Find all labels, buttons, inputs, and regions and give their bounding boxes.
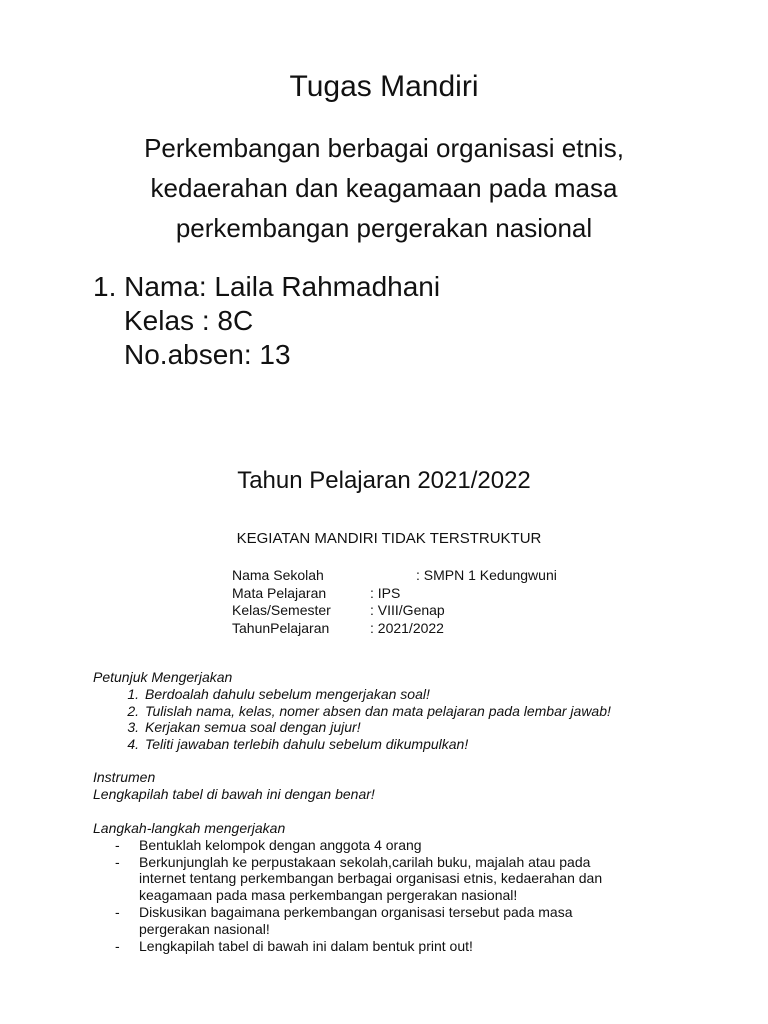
info-value-mapel: : IPS <box>370 584 401 601</box>
student-name: 1. Nama: Laila Rahmadhani <box>93 271 441 302</box>
document-title: Tugas Mandiri <box>289 70 479 103</box>
step-dash: - <box>115 853 120 870</box>
step-dash: - <box>115 836 120 853</box>
instructions-section <box>93 669 611 753</box>
step-dash: - <box>115 903 120 920</box>
student-absen: No.absen: 13 <box>124 339 291 370</box>
step-text: pergerakan nasional! <box>139 920 270 937</box>
info-label-kelas: Kelas/Semester <box>232 602 331 618</box>
step-text: keagamaan pada masa perkembangan pergerakan nasional! <box>139 887 518 904</box>
step-item <box>93 938 602 955</box>
info-value-kelas: : VIII/Genap <box>370 602 445 618</box>
instructions-heading: Petunjuk Mengerjakan <box>93 669 233 685</box>
instruction-item <box>93 719 611 736</box>
student-class: Kelas : 8C <box>124 305 254 336</box>
info-label-sekolah: Nama Sekolah <box>232 567 324 583</box>
student-identity <box>93 270 440 372</box>
subtitle-line: kedaerahan dan keagamaan pada masa <box>150 173 618 203</box>
instrument-text: Lengkapilah tabel di bawah ini dengan benar! <box>93 785 375 802</box>
info-label-tahun: TahunPelajaran <box>232 619 330 636</box>
step-text: Lengkapilah tabel di bawah ini dalam bentuk print out! <box>139 937 473 954</box>
instruction-text: Teliti jawaban terlebih dahulu sebelum dikumpulkan! <box>145 736 469 753</box>
subtitle-line: perkembangan pergerakan nasional <box>175 213 593 243</box>
instruction-item <box>93 686 611 703</box>
info-value-sekolah: : SMPN 1 Kedungwuni <box>416 567 557 583</box>
instruction-number: 3. <box>127 719 139 736</box>
instruction-number: 2. <box>127 702 139 719</box>
activity-heading: KEGIATAN MANDIRI TIDAK TERSTRUKTUR <box>236 530 542 547</box>
document-subtitle <box>0 128 768 248</box>
steps-section <box>93 820 602 954</box>
instrument-heading: Instrumen <box>93 769 156 785</box>
academic-year-heading: Tahun Pelajaran 2021/2022 <box>237 467 531 494</box>
instrument-section <box>93 769 375 803</box>
steps-heading: Langkah-langkah mengerjakan <box>93 820 286 836</box>
subtitle-line: Perkembangan berbagai organisasi etnis, <box>144 133 624 163</box>
step-dash: - <box>115 937 120 954</box>
instruction-text: Berdoalah dahulu sebelum mengerjakan soal! <box>145 685 430 702</box>
step-text: internet tentang perkembangan berbagai organisasi etnis, kedaerahan dan <box>139 870 603 887</box>
step-item <box>93 904 602 938</box>
instruction-text: Tulislah nama, kelas, nomer absen dan mata pelajaran pada lembar jawab! <box>145 702 611 719</box>
info-value-tahun: : 2021/2022 <box>370 619 444 636</box>
step-text: Bentuklah kelompok dengan anggota 4 orang <box>139 836 422 853</box>
instruction-number: 1. <box>127 685 139 702</box>
instruction-item <box>93 703 611 720</box>
instruction-text: Kerjakan semua soal dengan jujur! <box>145 719 361 736</box>
step-item <box>93 854 602 904</box>
step-text: Diskusikan bagaimana perkembangan organisasi tersebut pada masa <box>139 903 573 920</box>
instruction-number: 4. <box>127 736 139 753</box>
step-item <box>93 837 602 854</box>
info-label-mapel: Mata Pelajaran <box>232 584 327 601</box>
step-text: Berkunjunglah ke perpustakaan sekolah,carilah buku, majalah atau pada <box>139 853 591 870</box>
instruction-item <box>93 736 611 753</box>
